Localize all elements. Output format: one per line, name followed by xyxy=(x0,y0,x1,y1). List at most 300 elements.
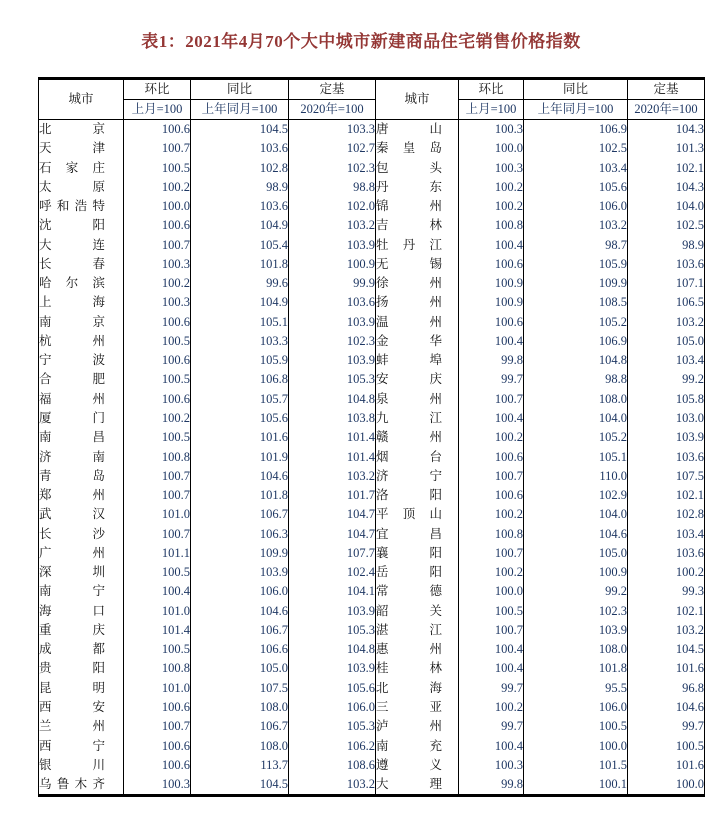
table-row xyxy=(39,448,705,467)
mom-value-cell: 100.4 xyxy=(459,640,524,659)
city-name-cell xyxy=(376,679,459,698)
city-name: 西宁 xyxy=(39,738,105,753)
mom-value-cell: 101.4 xyxy=(124,621,191,640)
city-name-cell xyxy=(39,332,124,351)
base-value-cell: 105.3 xyxy=(289,370,376,389)
city-name-cell xyxy=(376,640,459,659)
base-value-cell: 104.8 xyxy=(289,640,376,659)
base-value-cell: 103.9 xyxy=(628,428,705,447)
yoy-value-cell: 98.7 xyxy=(524,236,628,255)
city-name: 北京 xyxy=(39,122,105,136)
city-name: 海口 xyxy=(39,603,105,618)
mom-value-cell: 100.8 xyxy=(459,216,524,235)
yoy-value-cell: 108.0 xyxy=(191,737,289,756)
mom-value-cell: 100.6 xyxy=(124,313,191,332)
base-value-cell: 103.4 xyxy=(628,351,705,370)
city-name-cell xyxy=(39,120,124,140)
city-name: 上海 xyxy=(39,295,105,310)
yoy-value-cell: 103.6 xyxy=(191,197,289,216)
mom-value-cell: 100.7 xyxy=(124,139,191,158)
header-yoy-right: 同比 xyxy=(524,79,628,100)
base-value-cell: 105.0 xyxy=(628,332,705,351)
city-name: 桂林 xyxy=(376,661,442,676)
yoy-value-cell: 108.0 xyxy=(524,390,628,409)
city-name: 济南 xyxy=(39,449,105,464)
yoy-value-cell: 98.9 xyxy=(191,178,289,197)
base-value-cell: 103.2 xyxy=(289,775,376,796)
base-value-cell: 103.9 xyxy=(289,602,376,621)
city-name: 厦门 xyxy=(39,410,105,425)
base-value-cell: 100.0 xyxy=(628,775,705,796)
city-name-cell xyxy=(376,621,459,640)
table-row xyxy=(39,525,705,544)
mom-value-cell: 100.4 xyxy=(459,409,524,428)
yoy-value-cell: 105.9 xyxy=(524,255,628,274)
city-name-cell xyxy=(39,409,124,428)
table-row xyxy=(39,486,705,505)
city-name: 青岛 xyxy=(39,468,105,483)
mom-value-cell: 99.7 xyxy=(459,717,524,736)
city-name: 蚌埠 xyxy=(376,353,442,368)
city-name: 杭州 xyxy=(39,333,105,348)
mom-value-cell: 100.5 xyxy=(124,370,191,389)
city-name: 丹东 xyxy=(376,179,442,194)
yoy-value-cell: 109.9 xyxy=(191,544,289,563)
city-name: 长春 xyxy=(39,256,105,271)
city-name: 洛阳 xyxy=(376,488,442,503)
base-value-cell: 104.6 xyxy=(628,698,705,717)
yoy-value-cell: 105.6 xyxy=(191,409,289,428)
mom-value-cell: 100.5 xyxy=(124,159,191,178)
city-name: 秦皇岛 xyxy=(376,141,442,156)
yoy-value-cell: 104.5 xyxy=(191,120,289,140)
base-value-cell: 103.9 xyxy=(289,236,376,255)
mom-value-cell: 99.7 xyxy=(459,679,524,698)
base-value-cell: 103.6 xyxy=(628,544,705,563)
mom-value-cell: 100.0 xyxy=(459,139,524,158)
city-name: 南充 xyxy=(376,738,442,753)
mom-value-cell: 100.2 xyxy=(459,505,524,524)
base-value-cell: 104.0 xyxy=(628,197,705,216)
base-value-cell: 103.6 xyxy=(628,255,705,274)
mom-value-cell: 100.5 xyxy=(124,428,191,447)
city-name: 沈阳 xyxy=(39,218,105,233)
city-name: 太原 xyxy=(39,179,105,194)
mom-value-cell: 100.7 xyxy=(124,525,191,544)
base-value-cell: 100.5 xyxy=(628,737,705,756)
table-row xyxy=(39,717,705,736)
yoy-value-cell: 104.9 xyxy=(191,216,289,235)
table-row xyxy=(39,544,705,563)
city-name: 兰州 xyxy=(39,719,105,734)
mom-value-cell: 100.4 xyxy=(459,737,524,756)
city-name-cell xyxy=(376,756,459,775)
city-name-cell xyxy=(376,120,459,140)
city-name: 大理 xyxy=(376,777,442,792)
city-name: 郑州 xyxy=(39,488,105,503)
yoy-value-cell: 106.0 xyxy=(191,582,289,601)
mom-value-cell: 100.6 xyxy=(459,486,524,505)
base-value-cell: 102.3 xyxy=(289,332,376,351)
city-name-cell xyxy=(39,255,124,274)
base-value-cell: 102.1 xyxy=(628,486,705,505)
city-name: 岳阳 xyxy=(376,565,442,580)
city-name-cell xyxy=(39,582,124,601)
city-name-cell xyxy=(376,390,459,409)
mom-value-cell: 101.0 xyxy=(124,679,191,698)
city-name-cell xyxy=(39,197,124,216)
city-name-cell xyxy=(39,313,124,332)
mom-value-cell: 100.7 xyxy=(124,236,191,255)
yoy-value-cell: 101.9 xyxy=(191,448,289,467)
yoy-value-cell: 95.5 xyxy=(524,679,628,698)
yoy-value-cell: 109.9 xyxy=(524,274,628,293)
city-name-cell xyxy=(39,351,124,370)
yoy-value-cell: 108.5 xyxy=(524,293,628,312)
mom-value-cell: 100.2 xyxy=(459,197,524,216)
mom-value-cell: 100.6 xyxy=(124,120,191,140)
yoy-value-cell: 105.4 xyxy=(191,236,289,255)
city-name-cell xyxy=(39,274,124,293)
table-row xyxy=(39,467,705,486)
mom-value-cell: 100.3 xyxy=(124,775,191,796)
yoy-value-cell: 101.5 xyxy=(524,756,628,775)
base-value-cell: 101.6 xyxy=(628,659,705,678)
yoy-value-cell: 105.2 xyxy=(524,313,628,332)
table-row xyxy=(39,505,705,524)
base-value-cell: 104.8 xyxy=(289,390,376,409)
table-row xyxy=(39,582,705,601)
city-name: 湛江 xyxy=(376,622,442,637)
city-name: 泉州 xyxy=(376,391,442,406)
city-name-cell xyxy=(376,139,459,158)
city-name: 唐山 xyxy=(376,122,442,136)
base-value-cell: 108.6 xyxy=(289,756,376,775)
city-name: 南宁 xyxy=(39,584,105,599)
yoy-value-cell: 104.9 xyxy=(191,293,289,312)
yoy-value-cell: 105.1 xyxy=(191,313,289,332)
mom-value-cell: 100.3 xyxy=(459,120,524,140)
mom-value-cell: 100.9 xyxy=(459,274,524,293)
city-name-cell xyxy=(376,313,459,332)
city-name: 北海 xyxy=(376,680,442,695)
mom-value-cell: 101.1 xyxy=(124,544,191,563)
city-name-cell xyxy=(39,428,124,447)
city-name: 宁波 xyxy=(39,353,105,368)
yoy-value-cell: 104.6 xyxy=(191,467,289,486)
base-value-cell: 101.4 xyxy=(289,448,376,467)
yoy-value-cell: 103.9 xyxy=(524,621,628,640)
base-value-cell: 101.4 xyxy=(289,428,376,447)
mom-value-cell: 100.6 xyxy=(124,390,191,409)
city-name: 南昌 xyxy=(39,430,105,445)
city-name-cell xyxy=(376,197,459,216)
mom-value-cell: 100.6 xyxy=(124,351,191,370)
header-base-right: 定基 xyxy=(628,79,705,100)
city-name-cell xyxy=(376,216,459,235)
city-name: 武汉 xyxy=(39,507,105,522)
yoy-value-cell: 106.7 xyxy=(191,717,289,736)
table-row xyxy=(39,756,705,775)
base-value-cell: 103.6 xyxy=(289,293,376,312)
city-name: 西安 xyxy=(39,699,105,714)
table-row xyxy=(39,216,705,235)
city-name: 长沙 xyxy=(39,526,105,541)
base-value-cell: 103.3 xyxy=(289,120,376,140)
mom-value-cell: 100.2 xyxy=(124,274,191,293)
city-name-cell xyxy=(376,563,459,582)
base-value-cell: 101.3 xyxy=(628,139,705,158)
yoy-value-cell: 103.9 xyxy=(191,563,289,582)
mom-value-cell: 100.0 xyxy=(124,197,191,216)
city-name-cell xyxy=(39,159,124,178)
mom-value-cell: 100.7 xyxy=(459,621,524,640)
header-yoy-sub-left: 上年同月=100 xyxy=(191,100,289,120)
city-name: 重庆 xyxy=(39,622,105,637)
yoy-value-cell: 104.8 xyxy=(524,351,628,370)
yoy-value-cell: 105.0 xyxy=(524,544,628,563)
base-value-cell: 103.2 xyxy=(628,621,705,640)
yoy-value-cell: 106.9 xyxy=(524,120,628,140)
base-value-cell: 104.7 xyxy=(289,505,376,524)
mom-value-cell: 100.0 xyxy=(459,582,524,601)
yoy-value-cell: 107.5 xyxy=(191,679,289,698)
city-name-cell xyxy=(376,467,459,486)
yoy-value-cell: 101.8 xyxy=(524,659,628,678)
yoy-value-cell: 106.7 xyxy=(191,621,289,640)
mom-value-cell: 100.2 xyxy=(459,563,524,582)
yoy-value-cell: 101.8 xyxy=(191,486,289,505)
yoy-value-cell: 104.0 xyxy=(524,505,628,524)
mom-value-cell: 100.2 xyxy=(459,698,524,717)
city-name-cell xyxy=(376,525,459,544)
base-value-cell: 106.0 xyxy=(289,698,376,717)
city-name-cell xyxy=(376,737,459,756)
base-value-cell: 105.3 xyxy=(289,621,376,640)
mom-value-cell: 100.7 xyxy=(459,467,524,486)
base-value-cell: 100.2 xyxy=(628,563,705,582)
header-base-sub-left: 2020年=100 xyxy=(289,100,376,120)
header-yoy-sub-right: 上年同月=100 xyxy=(524,100,628,120)
document-page xyxy=(0,27,722,797)
city-name-cell xyxy=(39,467,124,486)
city-name-cell xyxy=(376,582,459,601)
yoy-value-cell: 106.3 xyxy=(191,525,289,544)
yoy-value-cell: 110.0 xyxy=(524,467,628,486)
yoy-value-cell: 104.6 xyxy=(191,602,289,621)
table-row xyxy=(39,659,705,678)
city-name-cell xyxy=(376,448,459,467)
mom-value-cell: 101.0 xyxy=(124,505,191,524)
mom-value-cell: 100.4 xyxy=(459,659,524,678)
base-value-cell: 103.4 xyxy=(628,525,705,544)
base-value-cell: 103.2 xyxy=(628,313,705,332)
city-name: 遵义 xyxy=(376,757,442,772)
table-row xyxy=(39,640,705,659)
yoy-value-cell: 113.7 xyxy=(191,756,289,775)
base-value-cell: 103.6 xyxy=(628,448,705,467)
city-name-cell xyxy=(39,640,124,659)
city-name-cell xyxy=(39,563,124,582)
city-name-cell xyxy=(39,602,124,621)
city-name-cell xyxy=(39,139,124,158)
mom-value-cell: 100.3 xyxy=(124,255,191,274)
city-name-cell xyxy=(39,370,124,389)
city-name: 包头 xyxy=(376,160,442,175)
table-row xyxy=(39,351,705,370)
base-value-cell: 98.9 xyxy=(628,236,705,255)
yoy-value-cell: 103.6 xyxy=(191,139,289,158)
city-name-cell xyxy=(376,505,459,524)
yoy-value-cell: 100.5 xyxy=(524,717,628,736)
mom-value-cell: 100.3 xyxy=(459,756,524,775)
base-value-cell: 104.1 xyxy=(289,582,376,601)
mom-value-cell: 100.6 xyxy=(124,698,191,717)
table-row xyxy=(39,698,705,717)
city-name: 乌鲁木齐 xyxy=(39,777,105,792)
city-name-cell xyxy=(376,370,459,389)
base-value-cell: 107.1 xyxy=(628,274,705,293)
city-name: 深圳 xyxy=(39,565,105,580)
yoy-value-cell: 99.6 xyxy=(191,274,289,293)
city-name: 锦州 xyxy=(376,199,442,214)
city-name: 三亚 xyxy=(376,699,442,714)
mom-value-cell: 100.8 xyxy=(124,659,191,678)
base-value-cell: 103.0 xyxy=(628,409,705,428)
yoy-value-cell: 102.3 xyxy=(524,602,628,621)
base-value-cell: 103.9 xyxy=(289,313,376,332)
city-name: 平顶山 xyxy=(376,507,442,522)
city-name-cell xyxy=(376,332,459,351)
city-name: 无锡 xyxy=(376,256,442,271)
yoy-value-cell: 108.0 xyxy=(524,640,628,659)
city-name: 石家庄 xyxy=(39,160,105,175)
table-row xyxy=(39,679,705,698)
base-value-cell: 102.4 xyxy=(289,563,376,582)
base-value-cell: 106.5 xyxy=(628,293,705,312)
city-name-cell xyxy=(39,544,124,563)
yoy-value-cell: 104.5 xyxy=(191,775,289,796)
city-name-cell xyxy=(376,698,459,717)
price-index-table xyxy=(38,77,705,797)
yoy-value-cell: 106.6 xyxy=(191,640,289,659)
yoy-value-cell: 104.6 xyxy=(524,525,628,544)
city-name-cell xyxy=(39,390,124,409)
city-name-cell xyxy=(39,679,124,698)
page-title: 表1：2021年4月70个大中城市新建商品住宅销售价格指数 xyxy=(141,32,581,51)
base-value-cell: 99.7 xyxy=(628,717,705,736)
base-value-cell: 104.5 xyxy=(628,640,705,659)
city-name-cell xyxy=(376,159,459,178)
city-name-cell xyxy=(39,236,124,255)
city-name-cell xyxy=(376,428,459,447)
city-name: 泸州 xyxy=(376,719,442,734)
base-value-cell: 101.6 xyxy=(628,756,705,775)
table-row xyxy=(39,313,705,332)
city-name: 大连 xyxy=(39,237,105,252)
mom-value-cell: 100.5 xyxy=(124,640,191,659)
base-value-cell: 103.9 xyxy=(289,659,376,678)
base-value-cell: 103.2 xyxy=(289,467,376,486)
mom-value-cell: 100.7 xyxy=(124,717,191,736)
base-value-cell: 102.1 xyxy=(628,602,705,621)
yoy-value-cell: 103.2 xyxy=(524,216,628,235)
yoy-value-cell: 99.2 xyxy=(524,582,628,601)
mom-value-cell: 99.7 xyxy=(459,370,524,389)
city-name-cell xyxy=(376,255,459,274)
base-value-cell: 106.2 xyxy=(289,737,376,756)
city-name: 呼和浩特 xyxy=(39,199,105,214)
yoy-value-cell: 105.9 xyxy=(191,351,289,370)
yoy-value-cell: 101.6 xyxy=(191,428,289,447)
city-name-cell xyxy=(39,178,124,197)
city-name: 扬州 xyxy=(376,295,442,310)
base-value-cell: 104.3 xyxy=(628,178,705,197)
mom-value-cell: 100.6 xyxy=(459,448,524,467)
table-row xyxy=(39,390,705,409)
yoy-value-cell: 103.3 xyxy=(191,332,289,351)
mom-value-cell: 100.6 xyxy=(124,216,191,235)
base-value-cell: 96.8 xyxy=(628,679,705,698)
city-name: 银川 xyxy=(39,757,105,772)
base-value-cell: 107.5 xyxy=(628,467,705,486)
table-row xyxy=(39,602,705,621)
mom-value-cell: 100.5 xyxy=(124,563,191,582)
city-name-cell xyxy=(39,775,124,796)
base-value-cell: 102.7 xyxy=(289,139,376,158)
city-name-cell xyxy=(376,351,459,370)
city-name-cell xyxy=(39,293,124,312)
yoy-value-cell: 105.2 xyxy=(524,428,628,447)
city-name-cell xyxy=(376,409,459,428)
header-mom-right: 环比 xyxy=(459,79,524,100)
city-name-cell xyxy=(39,737,124,756)
city-name-cell xyxy=(39,621,124,640)
table-row xyxy=(39,428,705,447)
base-value-cell: 99.9 xyxy=(289,274,376,293)
header-base-sub-right: 2020年=100 xyxy=(628,100,705,120)
base-value-cell: 107.7 xyxy=(289,544,376,563)
city-name-cell xyxy=(376,274,459,293)
table-row xyxy=(39,332,705,351)
city-name: 惠州 xyxy=(376,642,442,657)
city-name: 宜昌 xyxy=(376,526,442,541)
base-value-cell: 102.5 xyxy=(628,216,705,235)
base-value-cell: 102.0 xyxy=(289,197,376,216)
city-name: 成都 xyxy=(39,642,105,657)
city-name: 济宁 xyxy=(376,468,442,483)
yoy-value-cell: 105.0 xyxy=(191,659,289,678)
mom-value-cell: 100.6 xyxy=(124,737,191,756)
header-row-main xyxy=(39,79,705,100)
city-name: 吉林 xyxy=(376,218,442,233)
table-row xyxy=(39,737,705,756)
base-value-cell: 104.3 xyxy=(628,120,705,140)
mom-value-cell: 100.7 xyxy=(124,467,191,486)
header-mom-sub-right: 上月=100 xyxy=(459,100,524,120)
yoy-value-cell: 108.0 xyxy=(191,698,289,717)
city-name: 温州 xyxy=(376,314,442,329)
table-row xyxy=(39,197,705,216)
yoy-value-cell: 105.6 xyxy=(524,178,628,197)
yoy-value-cell: 102.5 xyxy=(524,139,628,158)
city-name-cell xyxy=(39,505,124,524)
city-name-cell xyxy=(39,756,124,775)
mom-value-cell: 100.5 xyxy=(459,602,524,621)
yoy-value-cell: 102.8 xyxy=(191,159,289,178)
yoy-value-cell: 102.9 xyxy=(524,486,628,505)
mom-value-cell: 100.4 xyxy=(459,332,524,351)
